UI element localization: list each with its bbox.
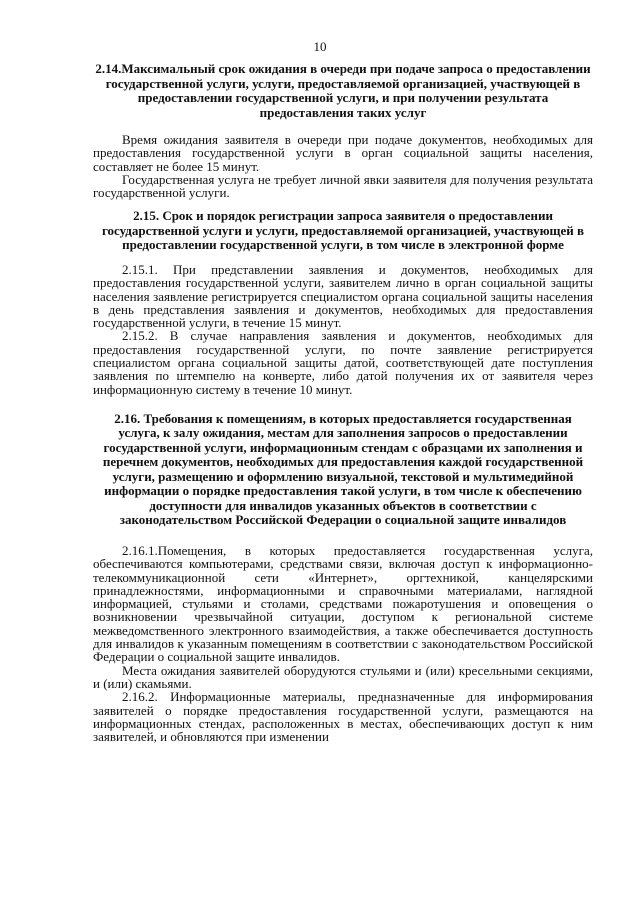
section-heading-2-14: 2.14.Максимальный срок ожидания в очереди при подаче запроса о предоставлении государственной услуги, услуги, предоставляемой организацией, участвующей в предоставлении государственной услуги, и при получении результата предоставления таких услуг [95,61,591,120]
paragraph-2-16-2: 2.16.2. Информационные материалы, предназначенные для информирования заявителей о порядке предоставления государственной услуги, размещаются на информационных стендах, расположенных в местах, обеспечивающих доступ к ним заявителей, и обновляются при изменении [93,689,593,745]
paragraph-2-15-2: 2.15.2. В случае направления заявления и документов, необходимых для предоставления государственной услуги, по почте заявление регистрируется специалистом органа социальной защиты датой, соответствующей дате поступления заявления по штемпелю на конверте, либо датой получения их от заявителя через информационную систему в течение 10 минут. [93,328,593,397]
page-number: 10 [313,39,327,54]
paragraph-2-16-1: 2.16.1.Помещения, в которых предоставляется государственная услуга, обеспечиваются компьютерами, средствами связи, включая доступ к информационно-телекоммуникационной сети «Интернет», оргтехникой, канцелярскими принадлежностями, информационными и справочными материалами, наглядной информацией, стульями и столами, средствами пожаротушения и оповещения о возникновении чрезвычайной ситуации, доступом к региональной системе межведомственного электронного взаимодействия, а также обеспечивается доступность для инвалидов к указанным помещениям в соответствии с законодательством Российской Федерации о социальной защите инвалидов. [93,542,593,665]
paragraph-2-16-waiting-places: Места ожидания заявителей оборудуются стульями и (или) кресельными секциями, и (или) скамьями. [93,662,593,691]
section-heading-2-16: 2.16. Требования к помещениям, в которых предоставляется государственная услуга, к залу ожидания, местам для заполнения запросов о предоставлении государственной услуги, информационным стендам с образцами их заполнения и перечнем документов, необходимых для предоставления каждой государственной услуги, размещению и оформлению визуальной, текстовой и мультимедийной информации о порядке предоставления такой услуги, в том числе к обеспечению доступности для инвалидов указанных объектов в соответствии с законодательством Российской Федерации о социальной защите инвалидов [102,410,584,528]
document-content [93,62,593,743]
paragraph-2-15-1: 2.15.1. При представлении заявления и документов, необходимых для предоставления государственной услуги, заявителем лично в орган социальной защиты населения заявление регистрируется специалистом органа социальной защиты населения в день представления заявления и документов, необходимых для предоставления государственной услуги, в течение 15 минут. [93,261,593,331]
paragraph-2-14-waiting-time: Время ожидания заявителя в очереди при подаче документов, необходимых для предоставления государственной услуги в орган социальной защиты населения, составляет не более 15 минут. [93,132,593,174]
section-heading-2-15: 2.15. Срок и порядок регистрации запроса заявителя о предоставлении государственной услуги и услуги, предоставляемой организацией, участвующей в предоставлении государственной услуги, в том числе в электронной форме [101,208,585,253]
paragraph-2-14-no-personal-visit: Государственная услуга не требует личной явки заявителя для получения результата государственной услуги. [93,171,593,201]
